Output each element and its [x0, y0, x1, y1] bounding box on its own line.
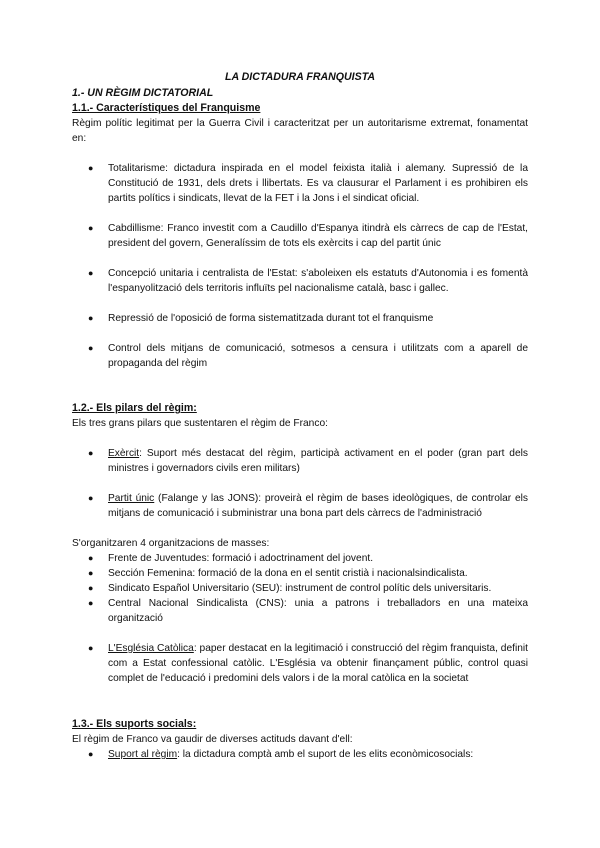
- list-item: ● L'Església Catòlica: paper destacat en la legitimació i construcció del règim franquista, definit com a Estat confessional catòlic. L'Església va obtenir finançament públic, control quasi complet de l'educació i predomini dels valors i de la moral catòlica en la societat: [88, 643, 528, 684]
- bullet-icon: ●: [88, 223, 94, 233]
- list-item: ● Repressió de l'oposició de forma sistematitzada durant tot el franquisme: [88, 313, 434, 324]
- church-list: [72, 641, 528, 686]
- list-item: ● Central Nacional Sindicalista (CNS): unia a patrons i treballadors en una mateixa organització: [88, 598, 528, 624]
- list-item: ● Partit únic (Falange y las JONS): proveirà el règim de bases ideològiques, de controlar els mitjans de comunicació i subministrar una bona part dels càrrecs de l'administració: [88, 493, 528, 519]
- bullet-icon: ●: [88, 448, 94, 458]
- support-term: Suport al règim: [108, 749, 178, 760]
- bullet-icon: ●: [88, 749, 94, 759]
- bullet-icon: ●: [88, 598, 94, 608]
- list-item: ● Suport al règim: la dictadura comptà amb el suport de les elits econòmicosocials:: [88, 749, 474, 760]
- subsection-1-2-intro: Els tres grans pilars que sustentaren el règim de Franco:: [72, 418, 328, 429]
- list-item: ● Sindicato Español Universitario (SEU): instrument de control polític dels universitaris.: [88, 583, 492, 594]
- characteristics-list: [72, 161, 528, 371]
- list-item: ● Control dels mitjans de comunicació, sotmesos a censura i utilitzats com a aparell de propaganda del règim: [88, 343, 528, 369]
- list-item: ● Exèrcit: Suport més destacat del règim, participà activament en el poder (gran part dels ministres i governadors civils eren militars): [88, 448, 528, 474]
- subsection-1-1-heading: 1.1.- Característiques del Franquisme: [72, 102, 261, 114]
- bullet-icon: ●: [88, 643, 94, 653]
- bullet-icon: ●: [88, 268, 94, 278]
- social-support-list: [72, 747, 528, 762]
- bullet-icon: ●: [88, 493, 94, 503]
- bullet-icon: ●: [88, 583, 94, 593]
- organizations-intro: S'organitzaren 4 organitzacions de masses:: [72, 538, 270, 549]
- pillar-term: Partit únic: [108, 493, 155, 504]
- subsection-1-3-heading: 1.3.- Els suports socials:: [72, 718, 197, 730]
- bullet-icon: ●: [88, 313, 94, 323]
- pillars-list: [72, 446, 528, 521]
- section-1-heading: 1.- UN RÈGIM DICTATORIAL: [72, 87, 214, 99]
- organizations-list: [72, 551, 528, 626]
- list-item: ● Frente de Juventudes: formació i adoctrinament del jovent.: [88, 553, 374, 564]
- bullet-icon: ●: [88, 163, 94, 173]
- subsection-1-3-intro: El règim de Franco va gaudir de diverses actituds davant d'ell:: [72, 734, 353, 745]
- subsection-1-1-intro: Règim polític legitimat per la Guerra Civil i caracteritzat per un autoritarisme extremat, fonamentat en:: [72, 118, 528, 144]
- bullet-icon: ●: [88, 568, 94, 578]
- list-item: ● Concepció unitaria i centralista de l'Estat: s'aboleixen els estatuts d'Autonomia i es fomentà l'espanyolització dels territoris influïts pel nacionalisme català, basc i gallec.: [88, 268, 528, 294]
- bullet-icon: ●: [88, 553, 94, 563]
- bullet-icon: ●: [88, 343, 94, 353]
- list-item: ● Sección Femenina: formació de la dona en el sentit cristià i nacionalsindicalista.: [88, 568, 468, 579]
- list-item: ● Totalitarisme: dictadura inspirada en el model feixista italià i alemany. Supressió de la Constitució de 1931, dels drets i llibertats. Es va clausurar el Parlament i es prohibiren els partits polítics i sindicats, llevat de la FET i la Jons i el sindicat oficial.: [88, 163, 528, 204]
- document-title: LA DICTADURA FRANQUISTA: [224, 71, 376, 83]
- list-item: ● Cabdillisme: Franco investit com a Caudillo d'Espanya itindrà els càrrecs de cap de l'Estat, president del govern, Generalíssim de tots els exèrcits i cap del partit únic: [88, 223, 528, 249]
- document-page: [72, 70, 528, 762]
- subsection-1-2-heading: 1.2.- Els pilars del règim:: [72, 402, 197, 414]
- pillar-term: Exèrcit: [108, 448, 140, 459]
- pillar-term: L'Església Catòlica: [108, 643, 194, 654]
